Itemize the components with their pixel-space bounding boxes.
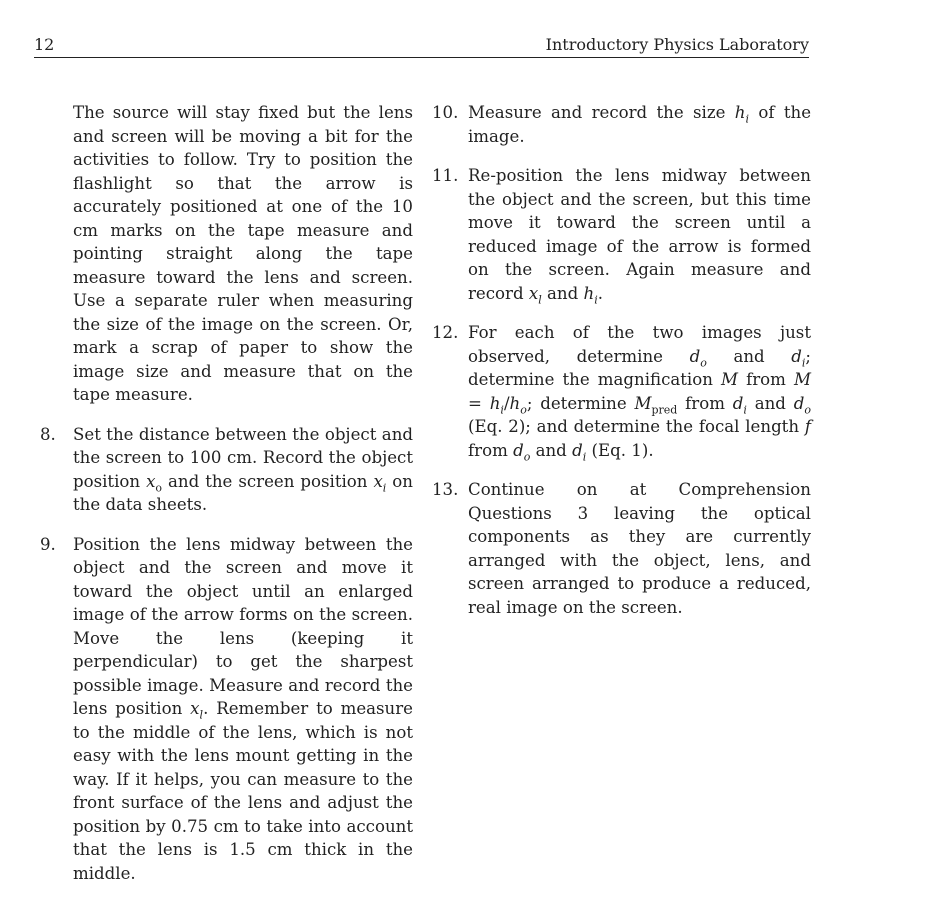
item-text: . Remember to measure to the middle of the lens, which is not easy with the lens mount getting in the way. If it helps, you can measure to the front surface of the lens and adjust the position by 0.75 cm to take into account that the lens is 1.5 cm thick in the middle. — [73, 699, 414, 883]
math-var: h — [489, 393, 501, 413]
item-text: and — [706, 346, 792, 366]
math-var: d — [513, 440, 524, 460]
math-var: h — [734, 103, 746, 122]
item-text: Re-position the lens midway between the object and the screen, but this time move it toward the screen until a reduced image of the arrow is formed on the screen. Again measure and record — [468, 166, 811, 303]
list-item-9 — [40, 533, 413, 886]
math-sub: i — [382, 480, 387, 494]
page-number: 12 — [34, 35, 55, 54]
item-text: from — [468, 440, 514, 460]
math-var: d — [791, 346, 802, 366]
math-var: h — [583, 283, 595, 303]
item-text: Set the distance between the object and the screen to 100 cm. Record the object position — [73, 424, 413, 491]
math-sub: i — [582, 449, 587, 463]
item-text: / — [503, 393, 510, 413]
math-sub: o — [804, 402, 811, 416]
math-var: h — [509, 393, 521, 413]
math-sub: o — [155, 480, 163, 494]
item-text: . — [597, 283, 604, 303]
math-var: M — [634, 393, 652, 413]
list-item-12 — [432, 321, 811, 462]
math-var: x — [190, 699, 200, 718]
math-var: M — [721, 370, 739, 389]
item-text: ; determine the magnification — [468, 346, 811, 389]
item-text: (Eq. 1). — [586, 440, 654, 460]
math-var: d — [689, 346, 701, 366]
math-sub: i — [594, 292, 598, 306]
item-text: Position the lens midway between the object and the screen and move it toward the object until an enlarged image of the arrow forms on the screen. Move the lens (keeping it perpendicular) to get the sharpest possible image. Measure and record the lens position — [73, 534, 413, 718]
math-var: M — [794, 370, 811, 389]
right-column — [432, 101, 811, 635]
math-sub: o — [520, 402, 527, 416]
item-text: of the image. — [468, 103, 812, 146]
item-number: 8. — [40, 424, 56, 444]
math-var: d — [732, 393, 744, 413]
list-item-8 — [40, 423, 413, 517]
item-number: 10. — [432, 103, 459, 122]
item-text: and — [541, 283, 584, 303]
math-var: d — [793, 393, 805, 413]
item-text: For each of the two images just observed, determine — [468, 323, 811, 366]
item-number: 11. — [432, 166, 459, 185]
math-var: x — [528, 283, 539, 303]
item-text: and — [530, 440, 573, 460]
item-text: Continue on at Comprehension Questions 3 leaving the optical components as they are currently arranged with the object, lens, and screen arranged to produce a reduced, real image on the screen. — [468, 480, 811, 617]
math-sub: pred — [651, 402, 678, 416]
item-text: ; determine — [526, 393, 635, 413]
item-text: Measure and record the size — [468, 103, 735, 122]
item-text: from — [738, 370, 794, 389]
item-number: 9. — [40, 534, 56, 554]
item-text: and — [746, 393, 794, 413]
math-var: d — [572, 440, 583, 460]
running-title: Introductory Physics Laboratory — [545, 35, 809, 54]
item-text: (Eq. 2); and determine the focal length — [468, 417, 805, 436]
math-sub: l — [538, 292, 542, 306]
list-item-13 — [432, 478, 811, 619]
page-header — [34, 35, 809, 58]
list-item-10 — [432, 101, 811, 148]
item-text: and the screen position — [162, 471, 374, 491]
math-sub: l — [199, 708, 204, 722]
item-text: = — [468, 393, 490, 413]
math-var: x — [373, 471, 383, 491]
item-number: 12. — [432, 323, 459, 342]
math-var: x — [146, 471, 156, 491]
math-sub: i — [743, 402, 747, 416]
math-var: f — [804, 417, 811, 436]
left-column — [40, 101, 413, 901]
list-item-11 — [432, 164, 811, 305]
math-sub: o — [700, 355, 707, 369]
item-number: 13. — [432, 480, 459, 499]
math-sub: o — [523, 449, 531, 463]
math-sub: i — [745, 112, 749, 126]
intro-paragraph: The source will stay fixed but the lens and screen will be moving a bit for the activities to follow. Try to position the flashlight so that the arrow is accurately positioned at one of the 10 cm marks on the tape measure and pointing straight along the tape measure toward the lens and screen. Use a separate ruler when measuring the size of the image on the screen. Or, mark a scrap of paper to show the image size and measure that on the tape measure. — [73, 103, 413, 404]
math-sub: i — [500, 402, 504, 416]
item-text: on the data sheets. — [73, 471, 413, 514]
item-text: from — [677, 393, 733, 413]
math-sub: i — [801, 355, 806, 369]
